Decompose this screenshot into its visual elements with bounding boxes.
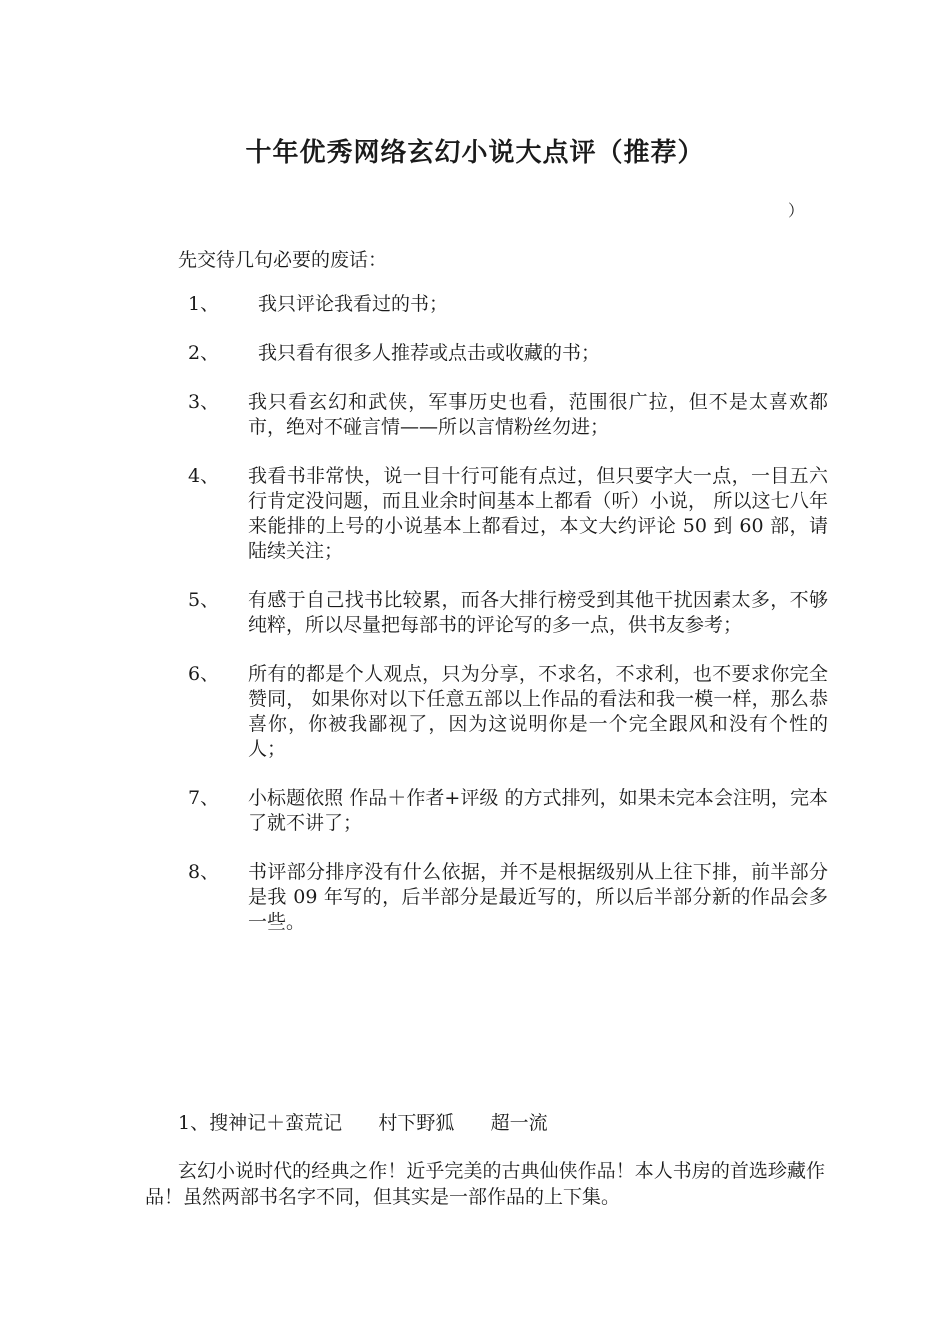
intro-line: 先交待几句必要的废话： [178,249,388,271]
list-item [188,860,828,935]
list-item [188,662,828,762]
stray-parenthesis: ） [788,201,805,220]
list-item-number: 4、 [188,465,220,487]
document-title: 十年优秀网络玄幻小说大点评（推荐） [245,138,705,168]
list-item [188,390,828,440]
list-item [188,464,828,564]
numbered-list [188,292,828,959]
list-item-number: 1、 [188,293,220,315]
list-item [188,292,828,317]
list-item-number: 3、 [188,391,220,413]
list-item-text: 我看书非常快，说一目十行可能有点过，但只要字大一点，一目五六行肯定没问题，而且业余时间基本上都看（听）小说， 所以这七八年来能排的上号的小说基本上都看过，本文大约评论 50 到 60 部，请陆续关注； [248,465,828,562]
list-item-text: 书评部分排序没有什么依据，并不是根据级别从上往下排，前半部分是我 09 年写的，后半部分是最近写的，所以后半部分新的作品会多一些。 [248,861,828,933]
list-item [188,341,828,366]
list-item-text: 所有的都是个人观点，只为分享，不求名，不求利，也不要求你完全赞同， 如果你对以下任意五部以上作品的看法和我一模一样，那么恭喜你，你被我鄙视了，因为这说明你是一个完全跟风和没有个性的人； [248,663,828,760]
list-item-text: 有感于自己找书比较累，而各大排行榜受到其他干扰因素太多，不够纯粹，所以尽量把每部书的评论写的多一点，供书友参考； [248,589,828,636]
list-item-number: 5、 [188,589,220,611]
list-item [188,588,828,638]
section-paragraph: 玄幻小说时代的经典之作！近乎完美的古典仙侠作品！本人书房的首选珍藏作品！虽然两部书名字不同，但其实是一部作品的上下集。 [145,1160,825,1208]
list-item-number: 2、 [188,342,220,364]
list-item-text: 我只评论我看过的书； [258,293,449,315]
list-item-number: 8、 [188,861,220,883]
list-item [188,786,828,836]
list-item-text: 我只看有很多人推荐或点击或收藏的书； [258,342,601,364]
list-item-number: 6、 [188,663,220,685]
list-item-number: 7、 [188,787,220,809]
list-item-text: 我只看玄幻和武侠，军事历史也看，范围很广拉，但不是太喜欢都市，绝对不碰言情——所以言情粉丝勿进； [248,391,828,438]
section-heading: 1、搜神记＋蛮荒记 村下野狐 超一流 [178,1112,548,1134]
list-item-text: 小标题依照 作品＋作者+评级 的方式排列，如果未完本会注明，完本了就不讲了； [248,787,828,834]
